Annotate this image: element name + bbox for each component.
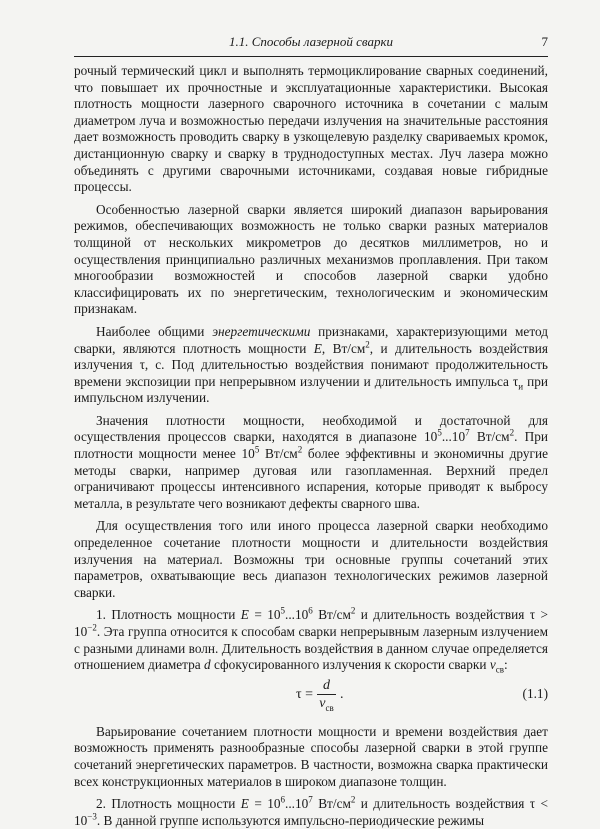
equation-1-1 <box>74 676 548 716</box>
running-header <box>74 34 548 52</box>
paragraph-5: Для осуществления того или иного процесса лазерной сварки необходимо определенное сочетание плотности мощности и длительности воздействия излучения на материал. Возможны три основные группы сочетаний этих параметров, охватывающие весь диапазон технологических режимов лазерной сварки. <box>74 518 548 600</box>
body-text <box>74 63 548 829</box>
equation-number: (1.1) <box>522 685 548 701</box>
paragraph-1: рочный термический цикл и выполнять термоциклирование сварных соединений, что повышает их прочностные и эксплуатационные характеристики. Высокая плотность мощности лазерного сварочного источника в сочетании с малым диаметром луча и возможностью передачи излучения на значительные расстояния дает возможность проводить сварку в узкощелевую разделку свариваемых кромок, дистанционную сварку и сварку в труднодоступных местах. Луч лазера можно объединять с другими сварочными источниками, создавая новые гибридные процессы. <box>74 63 548 195</box>
equation-lhs: τ = <box>296 686 314 702</box>
equation-expression <box>296 678 344 713</box>
paragraph-6: 1. Плотность мощности $E = 10^5...10^6$ $Вт/см^2$ и длительность воздействия $\tau > 10^{-2}$. Эта группа относится к способам сварки непрерывным лазерным излучением с разными длинами волн. Длительность воздействия в данном случае определяется отношением диаметра d сфокусированного излучения к скорости сварки $v_{св}$: <box>74 605 548 675</box>
fraction-numerator: d <box>317 678 336 695</box>
equation-fraction <box>317 678 336 713</box>
paragraph-8: 2. Плотность мощности $E = 10^6...10^7$ $Вт/см^2$ и длительность воздействия $\tau < 10^{-3}$. В данной группе используются импульсно-периодические режимы <box>74 794 548 828</box>
header-rule <box>74 56 548 57</box>
header-title: 1.1. Способы лазерной сварки <box>228 34 394 49</box>
paragraph-4: Значения плотности мощности, необходимой и достаточной для осуществления процессов сварки, находятся в диапазоне $10^5...10^7$ $Вт/см^2$. При плотности мощности менее $10^5$ $Вт/см^2$ более эффективны и экономичны другие методы сварки, например дуговая или газопламенная. Верхний предел ограничивают процессы интенсивного испарения, которые приводят к выбросу металла, в результате чего возникают дефекты сварного шва. <box>74 412 549 511</box>
page-number: 7 <box>541 34 548 49</box>
fraction-denominator: $v_{св}$ <box>319 695 334 713</box>
paragraph-2: Особенностью лазерной сварки является широкий диапазон варьирования режимов, обеспечивающих возможность не только сварки разных материалов толщиной от нескольких микрометров до десятков миллиметров, но и осуществления принципиально различных механизмов проплавления. При таком многообразии возможностей и способов лазерной сварки удобно классифицировать их по энергетическим, технологическим и экономическим признакам. <box>74 201 548 317</box>
paragraph-3: Наиболее общими энергетическими признаками, характеризующими метод сварки, являются плотность мощности E, $Вт/см^2$, и длительность воздействия излучения τ, с. Под длительностью воздействия понимают продолжительность времени экспозиции при непрерывном излучении и длительность импульса $\tau_и$ при импульсном излучении. <box>74 323 548 406</box>
equation-tail: . <box>340 686 344 702</box>
paragraph-7: Варьирование сочетанием плотности мощности и времени воздействия дает возможность применять разнообразные способы лазерной сварки в этой группе сочетаний энергетических параметров. В частности, возможна сварка практически всех конструкционных материалов в широком диапазоне толщин. <box>74 723 548 789</box>
